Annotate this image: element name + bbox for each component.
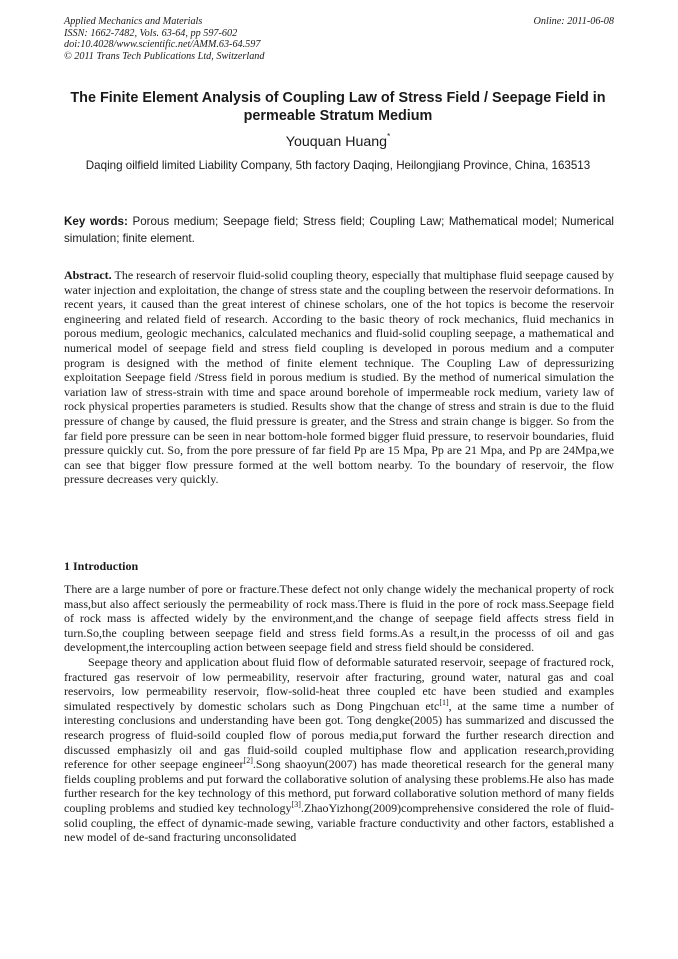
copyright-line: © 2011 Trans Tech Publications Ltd, Switzerland [64, 50, 265, 62]
journal-header [64, 16, 614, 62]
online-date: Online: 2011-06-08 [533, 16, 614, 27]
issn-line: ISSN: 1662-7482, Vols. 63-64, pp 597-602 [64, 27, 238, 39]
abstract [64, 268, 614, 487]
abstract-text: The research of reservoir fluid-solid coupling theory, especially that multiphase fluid seepage caused by water injection and exploitation, the change of stress state and the coupling between the reservoir deformations. In recent years, it caused than the great interest of chinese scholars, one of the hot topics is become the reservoir engineering and related field of research. According to the basic theory of rock mechanics, fluid mechanics in porous medium, geologic mechanics, calculated mechanics and fluid-solid coupling seepage, a mathematical and numerical model of seepage field and stress field coupling is developed in porous medium and a computer program is designed with the method of finite element technique. The Coupling Law of depressurizing exploitation Seepage field /Stress field in porous medium is studied. By the method of numerical simulation the variation law of stress-strain with time and space around borehole of impermeable rock medium, variety law of rock physical properties parameters is studied. Results show that the change of stress and strain is due to the fluid pressure of change by caused, the fluid pressure is greater, and the Stress and strain change is bigger. So from the far field pore pressure can be seen in near bottom-hole formed bigger fluid pressure, to reservoir boundaries, fluid pressure quickly cut. So, from the pore pressure of far field Pp are 15 Mpa, Pp are 21 Mpa, and Pp are 24Mpa,we can see that bigger flow pressure formed at the well bottom nearby. To the boundary of reservoir, the flow pressure decreases very quickly. [64, 268, 614, 487]
keywords-label: Key words: [64, 215, 128, 228]
abstract-label: Abstract. [64, 268, 112, 282]
intro-paragraph-1: There are a large number of pore or fracture.These defect not only change widely the mechanical property of rock mass,but also affect seriously the permeability of rock mass.There is fluid in the pore of rock mass.Seepage field of rock mass is affected widely by the environment,and the change of seepage field affects stress field in turn.So,the coupling between seepage field and stress field forms.As a result,in the processs of oil and gas development,the intercoupling action between seepage field and stress field should be considered. [64, 582, 614, 655]
intro-p2-part-a: Seepage theory and application about fluid flow of deformable saturated reservoir, seepage of fractured rock, fractured gas reservoir of low permeability, reservoir after fracturing, ground water, natural gas and coal reservoirs, low permeability reservoir, flow-solid-heat three coupled etc have been studied and examples simulated respectively by domestic scholars such as Dong Pingchuan etc [64, 654, 614, 713]
doi-line: doi:10.4028/www.scientific.net/AMM.63-64.597 [64, 39, 261, 51]
intro-p2-part-c: .Song shaoyun(2007) has made theoretical research for the general many fields coupling problems and put forward the collaborative solution of analysing these problems.He also has made further research for the key technology of this methord, put forward collaborative solution methord of many fields coupling problems and studied key technology [64, 757, 614, 815]
author-name: Youquan Huang [285, 134, 388, 150]
intro-paragraph-2 [64, 655, 614, 845]
paper-title: The Finite Element Analysis of Coupling Law of Stress Field / Seepage Field in permeable Stratum Medium [70, 90, 606, 124]
affiliation: Daqing oilfield limited Liability Company, 5th factory Daqing, Heilongjiang Province, China, 163513 [85, 159, 591, 172]
section-heading-introduction: 1 Introduction [64, 559, 139, 573]
keywords-text: Porous medium; Seepage field; Stress field; Coupling Law; Mathematical model; Numerical simulation; finite element. [64, 215, 614, 245]
citation-1: [1] [439, 697, 449, 707]
intro-p2-part-b: , at the same time a number of interesting conclusions and understanding have been got. Tong dengke(2005) has summarized and discussed the research progress of fluid-soild coupled flow of porous media,put forward the further research direction and discussed emphasizly oil and gas fluid-soild coupled multiphase flow and application research,providing reference for other seepage engineer [64, 698, 614, 772]
introduction-body [64, 582, 614, 845]
intro-p2-part-d: .ZhaoYizhong(2009)comprehensive considered the role of fluid-solid coupling, the effect of dynamic-made sewing, variable fracture conductivity and other factors, established a new model of de-sand fracturing unconsolidated [64, 800, 614, 845]
author-mark: * [387, 132, 391, 141]
author-line [62, 128, 614, 151]
journal-name: Applied Mechanics and Materials [64, 16, 203, 27]
citation-2: [2] [243, 756, 253, 766]
keywords [64, 213, 614, 247]
citation-3: [3] [291, 799, 301, 809]
